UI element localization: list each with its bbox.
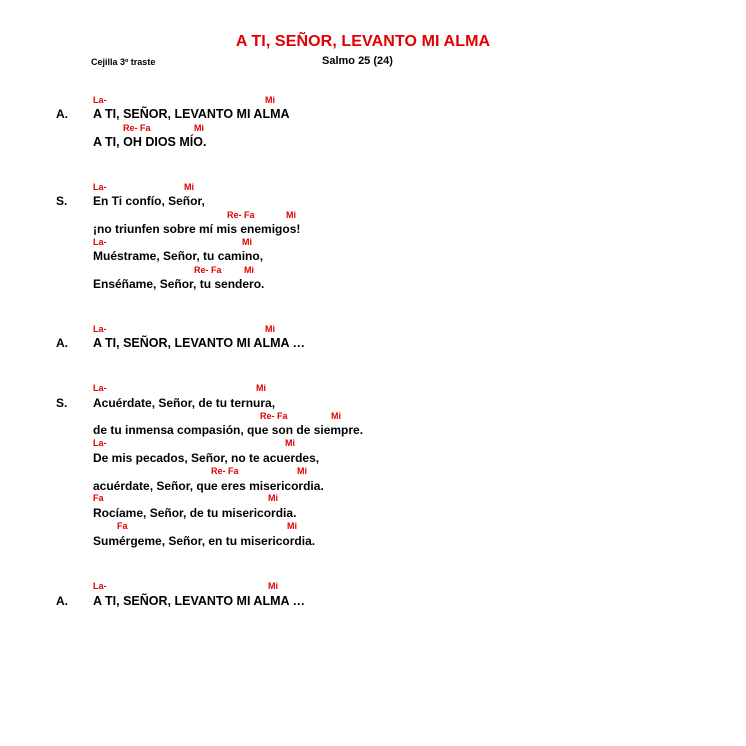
lyric-line: ¡no triunfen sobre mí mis enemigos! xyxy=(93,222,301,236)
lyric-line: Acuérdate, Señor, de tu ternura, xyxy=(93,396,276,410)
lyric-line: En Ti confío, Señor, xyxy=(93,194,205,208)
chord: Re- Fa xyxy=(260,411,288,421)
chord: Mi xyxy=(265,324,275,334)
lyric-line: De mis pecados, Señor, no te acuerdes, xyxy=(93,451,320,465)
chord: Fa xyxy=(117,521,128,531)
lyric-line: Sumérgeme, Señor, en tu misericordia. xyxy=(93,534,316,548)
chord: Mi xyxy=(268,581,278,591)
chord: La- xyxy=(93,237,107,247)
chord: Mi xyxy=(268,493,278,503)
section-marker-stanza: S. xyxy=(56,194,68,208)
chord: Re- Fa xyxy=(123,123,151,133)
section-marker-antiphon: A. xyxy=(56,594,68,608)
chord: Mi xyxy=(286,210,296,220)
section-marker-antiphon: A. xyxy=(56,107,68,121)
song-title: A TI, SEÑOR, LEVANTO MI ALMA xyxy=(235,33,491,50)
lyric-line: acuérdate, Señor, que eres misericordia. xyxy=(93,479,324,493)
lyric-line: Rocíame, Señor, de tu misericordia. xyxy=(93,506,297,520)
chord: La- xyxy=(93,182,107,192)
psalm-reference: Salmo 25 (24) xyxy=(322,55,393,67)
chord: Re- Fa xyxy=(227,210,255,220)
chord: La- xyxy=(93,95,107,105)
lyric-line: A TI, SEÑOR, LEVANTO MI ALMA … xyxy=(93,336,306,350)
chord: Mi xyxy=(244,265,254,275)
lyric-line: A TI, SEÑOR, LEVANTO MI ALMA xyxy=(93,107,290,121)
section-marker-stanza: S. xyxy=(56,396,68,410)
chord: Mi xyxy=(256,383,266,393)
chord: Mi xyxy=(285,438,295,448)
chord: Mi xyxy=(194,123,204,133)
chord: Fa xyxy=(93,493,104,503)
chord: Mi xyxy=(331,411,341,421)
chord: La- xyxy=(93,324,107,334)
chord: Mi xyxy=(297,466,307,476)
chord: Re- Fa xyxy=(211,466,239,476)
chord: Re- Fa xyxy=(194,265,222,275)
chord: Mi xyxy=(287,521,297,531)
lyric-line: Enséñame, Señor, tu sendero. xyxy=(93,277,265,291)
lyric-line: A TI, OH DIOS MÍO. xyxy=(93,135,207,149)
capo-note: Cejilla 3º traste xyxy=(91,57,156,67)
chord: Mi xyxy=(242,237,252,247)
section-marker-antiphon: A. xyxy=(56,336,68,350)
chord: La- xyxy=(93,581,107,591)
lyric-line: Muéstrame, Señor, tu camino, xyxy=(93,249,264,263)
chord: Mi xyxy=(184,182,194,192)
lyric-line: de tu inmensa compasión, que son de siempre. xyxy=(93,423,364,437)
lyric-line: A TI, SEÑOR, LEVANTO MI ALMA … xyxy=(93,594,306,608)
chord: La- xyxy=(93,383,107,393)
chord: Mi xyxy=(265,95,275,105)
chord: La- xyxy=(93,438,107,448)
